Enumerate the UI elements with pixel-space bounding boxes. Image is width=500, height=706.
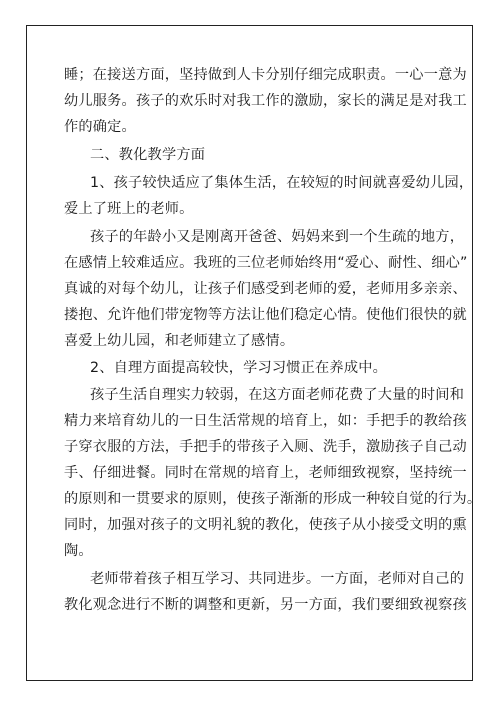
text-line: 同时，加强对孩子的文明礼貌的教化，使孩子从小接受文明的熏 <box>64 517 467 533</box>
text-line: 的原则和一贯要求的原则，使孩子渐渐的形成一种较自觉的行为。 <box>64 491 482 507</box>
text-line: 子穿衣服的方法，手把手的带孩子入厕、洗手，激励孩子自己动 <box>64 439 467 455</box>
text-line: 真诚的对每个幼儿，让孩子们感受到老师的爱，老师用多亲亲、 <box>64 281 467 297</box>
text-line: 在感情上较难适应。我班的三位老师始终用“爱心、耐性、细心” <box>64 255 468 271</box>
text-line: 陶。 <box>64 543 93 559</box>
text-line: 爱上了班上的老师。 <box>64 201 194 217</box>
section-heading: 二、教化教学方面 <box>90 147 206 163</box>
text-line: 睡；在接送方面，坚持做到人卡分别仔细完成职责。一心一意为 <box>64 67 467 83</box>
text-line: 孩子的年龄小又是刚离开爸爸、妈妈来到一个生疏的地方， <box>90 229 465 245</box>
text-line: 作的确定。 <box>64 119 136 135</box>
text-line: 1、孩子较快适应了集体生活，在较短的时间就喜爱幼儿园， <box>90 175 474 191</box>
text-line: 幼儿服务。孩子的欢乐时对我工作的激励，家长的满足是对我工 <box>64 93 467 109</box>
text-line: 孩子生活自理实力较弱，在这方面老师花费了大量的时间和 <box>90 387 465 403</box>
text-line: 精力来培育幼儿的一日生活常规的培育上，如：手把手的教给孩 <box>64 413 467 429</box>
text-line: 手、仔细进餐。同时在常规的培育上，老师细致视察，坚持统一 <box>64 465 467 481</box>
text-line: 2、自理方面提高较快，学习习惯正在养成中。 <box>90 360 387 376</box>
text-line: 喜爱上幼儿园，和老师建立了感情。 <box>64 333 295 349</box>
text-line: 搂抱、允许他们带宠物等方法让他们稳定心情。使他们很快的就 <box>64 307 467 323</box>
text-line: 教化观念进行不断的调整和更新，另一方面，我们要细致视察孩 <box>64 597 467 613</box>
text-line: 老师带着孩子相互学习、共同进步。一方面，老师对自己的 <box>90 571 465 587</box>
